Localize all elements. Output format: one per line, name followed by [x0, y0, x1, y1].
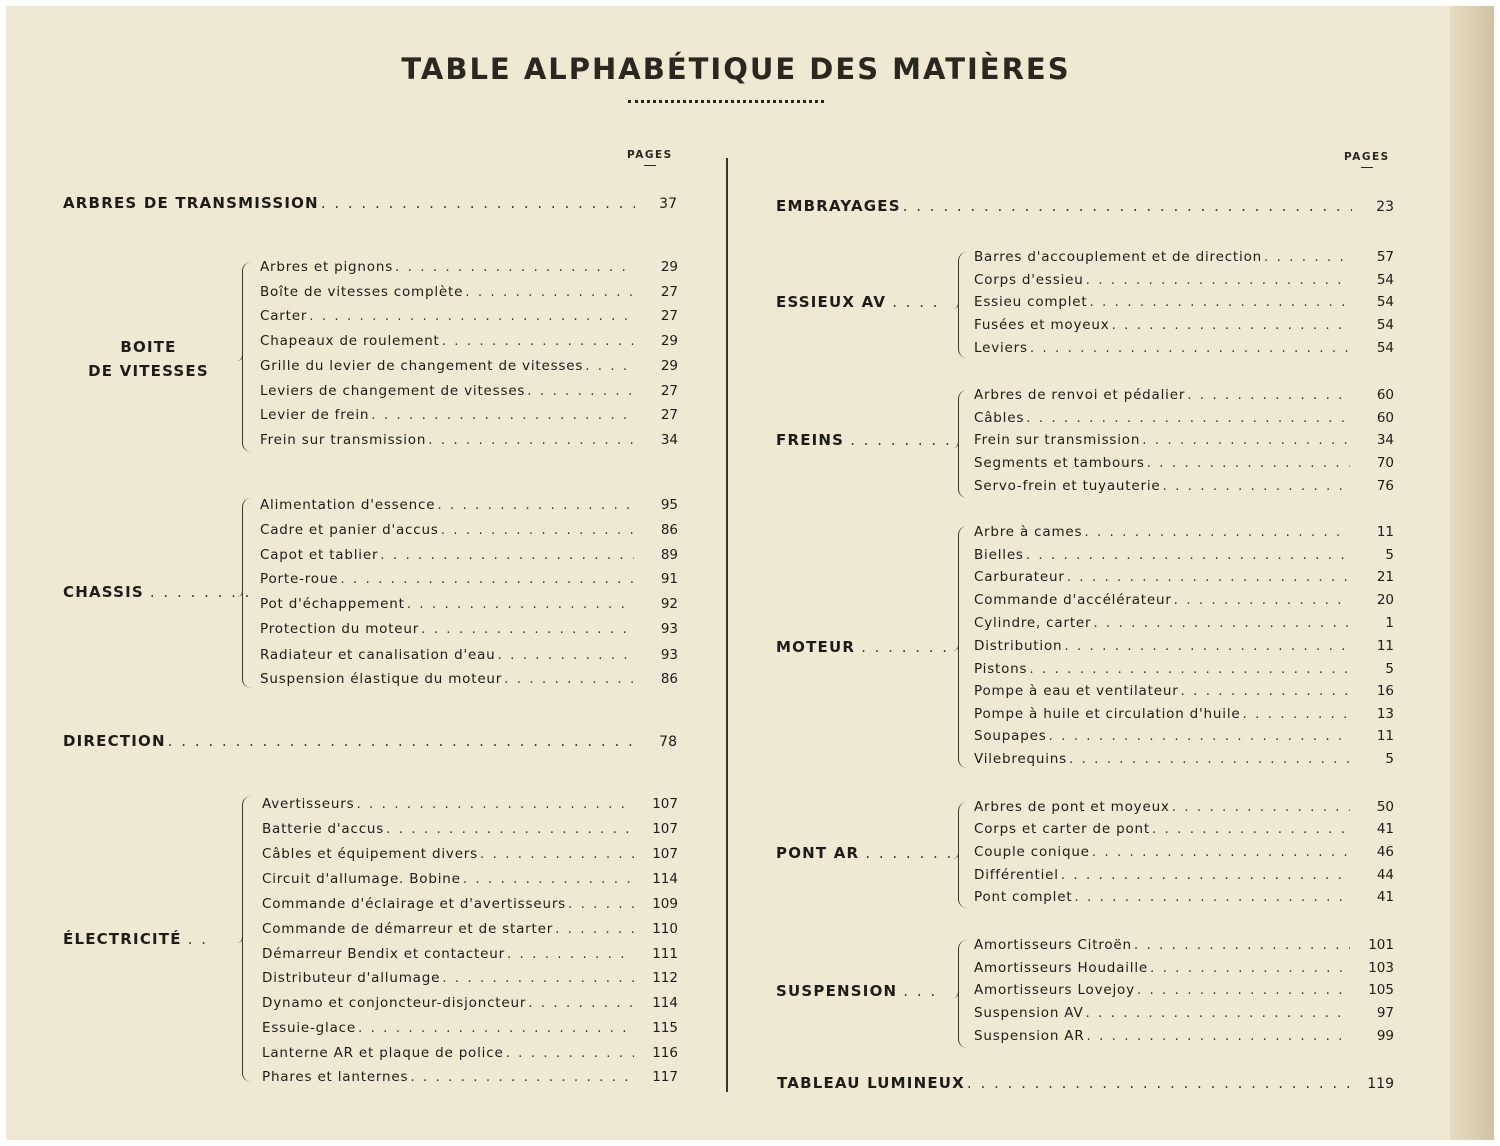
brace-essieux-av	[958, 252, 967, 358]
group-label-line1: BOITE	[120, 338, 177, 356]
subitem-label: Avertisseurs	[262, 796, 355, 812]
leader-dots	[568, 896, 634, 912]
subitem	[974, 387, 1394, 403]
subitem-page: 34	[660, 432, 678, 448]
brace-freins	[958, 390, 967, 498]
subitem-page: 29	[660, 358, 678, 374]
subitem-label: Dynamo et conjoncteur-disjoncteur	[262, 995, 527, 1011]
brace-boite-de-vitesses	[242, 262, 251, 452]
subitem-page: 27	[660, 383, 678, 399]
subitem-page: 27	[660, 407, 678, 423]
entry-page: 23	[1376, 199, 1394, 215]
subitem	[260, 432, 678, 448]
subitem-page: 54	[1376, 294, 1394, 310]
subitem-label: Pot d'échappement	[260, 596, 405, 612]
leader-dots: . . . . . . . .	[850, 431, 952, 449]
subitem	[974, 867, 1394, 883]
subitem	[974, 661, 1394, 677]
subitem-page: 41	[1376, 821, 1394, 837]
subitem-page: 111	[652, 946, 678, 962]
leader-dots	[1150, 960, 1350, 976]
subitem-page: 60	[1376, 410, 1394, 426]
leader-dots	[428, 432, 634, 448]
group-label-text: ÉLECTRICITÉ	[63, 930, 182, 948]
subitem	[974, 569, 1394, 585]
subitem-label: Corps d'essieu	[974, 272, 1084, 288]
group-label-essieux-av	[776, 291, 956, 313]
subitem-page: 41	[1376, 889, 1394, 905]
subitem-page: 70	[1376, 455, 1394, 471]
leader-dots	[498, 647, 634, 663]
subitem-label: Amortisseurs Houdaille	[974, 960, 1149, 976]
subitem-page: 29	[660, 259, 678, 275]
subitem-page: 1	[1385, 615, 1394, 631]
subitem-label: Bielles	[974, 547, 1024, 563]
subitem	[260, 358, 678, 374]
subitem-page: 76	[1376, 478, 1394, 494]
subitem-label: Pistons	[974, 661, 1028, 677]
subitem-label: Segments et tambours	[974, 455, 1145, 471]
entry-label: DIRECTION	[63, 732, 166, 750]
subitem-page: 97	[1376, 1005, 1394, 1021]
leader-dots	[442, 333, 634, 349]
subitem-label: Alimentation d'essence	[260, 497, 436, 513]
subitem-page: 34	[1376, 432, 1394, 448]
subitem-page: 107	[652, 796, 678, 812]
leader-dots	[555, 921, 634, 937]
subitem-label: Couple conique	[974, 844, 1090, 860]
subitem	[974, 340, 1394, 356]
leader-dots	[1026, 410, 1350, 426]
subitem-label: Cylindre, carter	[974, 615, 1092, 631]
leader-dots	[1242, 706, 1350, 722]
leader-dots	[380, 547, 634, 563]
leader-dots: . . .	[903, 982, 938, 1000]
leader-dots	[371, 407, 634, 423]
subitem-label: Câbles	[974, 410, 1025, 426]
subitem-page: 109	[652, 896, 678, 912]
subitem-label: Commande d'accélérateur	[974, 592, 1172, 608]
subitem-page: 93	[660, 647, 678, 663]
leader-dots	[1172, 799, 1350, 815]
subitem	[974, 751, 1394, 767]
subitem	[974, 889, 1394, 905]
entry-page: 78	[659, 734, 677, 750]
subitem	[974, 478, 1394, 494]
subitem-label: Arbres de pont et moyeux	[974, 799, 1170, 815]
leader-dots	[507, 946, 634, 962]
subitem	[974, 706, 1394, 722]
subitem-label: Capot et tablier	[260, 547, 379, 563]
leader-dots: . . . . . . . .	[149, 583, 252, 601]
leader-dots	[1069, 751, 1350, 767]
subitem	[974, 455, 1394, 471]
subitem	[260, 522, 678, 538]
subitem	[260, 596, 678, 612]
subitem-label: Phares et lanternes	[262, 1069, 409, 1085]
subitem	[974, 410, 1394, 426]
page	[6, 6, 1494, 1140]
entry-label: EMBRAYAGES	[776, 197, 901, 215]
leader-dots	[1087, 1028, 1351, 1044]
subitem-page: 115	[652, 1020, 678, 1036]
subitem-page: 44	[1376, 867, 1394, 883]
subitem-label: Pompe à eau et ventilateur	[974, 683, 1179, 699]
subitem-page: 105	[1368, 982, 1394, 998]
leader-dots	[1142, 432, 1350, 448]
subitem-page: 11	[1376, 638, 1394, 654]
brace-pont-ar	[958, 802, 967, 908]
entry-label: TABLEAU LUMINEUX	[777, 1074, 965, 1092]
leader-dots	[1064, 638, 1350, 654]
subitem-page: 93	[660, 621, 678, 637]
subitem-label: Leviers	[974, 340, 1028, 356]
leader-dots	[1030, 340, 1350, 356]
leader-dots	[506, 1045, 634, 1061]
subitem-label: Levier de frein	[260, 407, 370, 423]
subitem-label: Distribution	[974, 638, 1063, 654]
subitem-label: Chapeaux de roulement	[260, 333, 440, 349]
leader-dots	[1152, 821, 1350, 837]
leader-dots	[407, 596, 634, 612]
subitem	[974, 1028, 1394, 1044]
group-label-text: MOTEUR	[776, 638, 856, 656]
subitem-page: 86	[660, 522, 678, 538]
subitem-label: Câbles et équipement divers	[262, 846, 478, 862]
subitem-page: 5	[1385, 751, 1394, 767]
subitem-page: 46	[1376, 844, 1394, 860]
subitem	[262, 970, 678, 986]
subitem	[974, 937, 1394, 953]
leader-dots	[527, 383, 634, 399]
leader-dots	[1147, 455, 1350, 471]
subitem-label: Suspension AV	[974, 1005, 1084, 1021]
subitem	[974, 638, 1394, 654]
subitem-page: 11	[1376, 524, 1394, 540]
subitem	[974, 294, 1394, 310]
entry-direction	[63, 732, 677, 752]
subitem-label: Batterie d'accus	[262, 821, 385, 837]
subitem	[262, 1069, 678, 1085]
leader-dots	[442, 970, 634, 986]
leader-dots	[1084, 524, 1350, 540]
leader-dots	[1137, 982, 1350, 998]
subitem	[974, 960, 1394, 976]
entry-page: 37	[659, 196, 677, 212]
leader-dots	[358, 1020, 634, 1036]
subitem-label: Circuit d'allumage. Bobine	[262, 871, 461, 887]
leader-dots	[1067, 569, 1350, 585]
leader-dots	[1086, 1005, 1351, 1021]
subitem-label: Arbres et pignons	[260, 259, 394, 275]
subitem-page: 60	[1376, 387, 1394, 403]
leader-dots: . . . .	[892, 293, 940, 311]
subitem-page: 29	[660, 333, 678, 349]
subitem-page: 95	[660, 497, 678, 513]
subitem-page: 101	[1368, 937, 1394, 953]
subitem-label: Servo-frein et tuyauterie	[974, 478, 1161, 494]
entry-page: 119	[1367, 1076, 1394, 1092]
subitem	[974, 821, 1394, 837]
leader-dots	[1092, 844, 1350, 860]
leader-dots	[1026, 547, 1350, 563]
subitem-page: 50	[1376, 799, 1394, 815]
subitem-page: 91	[660, 571, 678, 587]
group-label-electricite	[63, 928, 243, 950]
subitem	[974, 524, 1394, 540]
subitem-label: Frein sur transmission	[260, 432, 427, 448]
subitem	[260, 571, 678, 587]
leader-dots	[441, 522, 634, 538]
subitem-page: 86	[660, 671, 678, 687]
subitem-label: Amortisseurs Citroën	[974, 937, 1132, 953]
leader-dots	[340, 571, 634, 587]
subitem	[974, 982, 1394, 998]
leader-dots	[465, 284, 634, 300]
subitem-page: 5	[1385, 661, 1394, 677]
brace-moteur	[958, 526, 967, 768]
leader-dots	[1049, 728, 1350, 744]
leader-dots	[1074, 889, 1350, 905]
leader-dots	[1181, 683, 1350, 699]
subitem-page: 107	[652, 846, 678, 862]
subitem	[974, 249, 1394, 265]
subitem-label: Carter	[260, 308, 308, 324]
group-label-freins	[776, 429, 956, 451]
subitem-label: Fusées et moyeux	[974, 317, 1110, 333]
subitem	[262, 796, 678, 812]
pages-header-left: PAGES	[627, 149, 673, 161]
group-label-text: SUSPENSION	[776, 982, 898, 1000]
subitem	[262, 821, 678, 837]
subitem-label: Commande de démarreur et de starter	[262, 921, 554, 937]
subitem	[260, 333, 678, 349]
subitem-label: Carburateur	[974, 569, 1065, 585]
subitem-label: Amortisseurs Lovejoy	[974, 982, 1135, 998]
leader-dots	[1264, 249, 1350, 265]
subitem-label: Radiateur et canalisation d'eau	[260, 647, 496, 663]
subitem	[260, 497, 678, 513]
subitem-label: Vilebrequins	[974, 751, 1067, 767]
leader-dots	[395, 259, 634, 275]
subitem-label: Cadre et panier d'accus	[260, 522, 439, 538]
subitem-label: Arbres de renvoi et pédalier	[974, 387, 1186, 403]
subitem-label: Lanterne AR et plaque de police	[262, 1045, 504, 1061]
subitem	[262, 921, 678, 937]
subitem-page: 112	[652, 970, 678, 986]
group-label-text: FREINS	[776, 431, 845, 449]
entry-label: ARBRES DE TRANSMISSION	[63, 194, 319, 212]
subitem	[974, 844, 1394, 860]
subitem-label: Différentiel	[974, 867, 1059, 883]
leader-dots: . . . . . . .	[861, 638, 950, 656]
leader-dots	[410, 1069, 634, 1085]
subitem-page: 13	[1376, 706, 1394, 722]
leader-dots	[1187, 387, 1350, 403]
subitem-page: 21	[1376, 569, 1394, 585]
leader-dots	[903, 197, 1352, 215]
subitem	[974, 728, 1394, 744]
subitem-label: Essuie-glace	[262, 1020, 357, 1036]
brace-suspension	[958, 940, 967, 1048]
leader-dots	[528, 995, 634, 1011]
subitem-label: Soupapes	[974, 728, 1047, 744]
leader-dots	[463, 871, 634, 887]
page-title: TABLE ALPHABÉTIQUE DES MATIÈRES	[401, 52, 1071, 86]
leader-dots	[1162, 478, 1350, 494]
subitem	[974, 592, 1394, 608]
subitem-label: Grille du levier de changement de vitesses	[260, 358, 584, 374]
leader-dots	[356, 796, 634, 812]
group-label-chassis	[63, 581, 252, 603]
subitem-page: 54	[1376, 340, 1394, 356]
group-label-line2: DE VITESSES	[88, 362, 209, 380]
leader-dots	[386, 821, 634, 837]
subitem	[974, 317, 1394, 333]
subitem-page: 110	[652, 921, 678, 937]
subitem	[262, 946, 678, 962]
leader-dots	[1134, 937, 1350, 953]
group-label-pont-ar	[776, 842, 956, 864]
subitem-page: 107	[652, 821, 678, 837]
subitem-label: Pont complet	[974, 889, 1073, 905]
subitem-page: 57	[1376, 249, 1394, 265]
subitem-label: Commande d'éclairage et d'avertisseurs	[262, 896, 566, 912]
leader-dots	[168, 732, 635, 750]
subitem-page: 114	[652, 871, 678, 887]
subitem	[260, 621, 678, 637]
subitem-label: Suspension élastique du moteur	[260, 671, 503, 687]
group-label-boite-de-vitesses	[76, 334, 221, 384]
subitem-label: Frein sur transmission	[974, 432, 1141, 448]
leader-dots	[321, 194, 635, 212]
leader-dots	[1029, 661, 1350, 677]
subitem-label: Suspension AR	[974, 1028, 1085, 1044]
group-label-text: CHASSIS	[63, 583, 144, 601]
column-divider	[726, 158, 728, 1092]
subitem	[974, 272, 1394, 288]
subitem-label: Leviers de changement de vitesses	[260, 383, 526, 399]
group-label-text: ESSIEUX AV	[776, 293, 887, 311]
subitem	[260, 259, 678, 275]
subitem-page: 54	[1376, 317, 1394, 333]
subitem-label: Essieu complet	[974, 294, 1088, 310]
brace-electricite	[242, 796, 251, 1082]
title-dotted-rule	[628, 100, 824, 103]
subitem	[260, 647, 678, 663]
subitem	[974, 1005, 1394, 1021]
subitem	[260, 547, 678, 563]
leader-dots	[1086, 272, 1350, 288]
subitem-label: Boîte de vitesses complète	[260, 284, 464, 300]
leader-dots	[504, 671, 634, 687]
subitem	[974, 615, 1394, 631]
subitem	[262, 995, 678, 1011]
subitem	[262, 1020, 678, 1036]
subitem-label: Démarreur Bendix et contacteur	[262, 946, 505, 962]
leader-dots	[585, 358, 634, 374]
leader-dots	[967, 1074, 1352, 1092]
group-label-moteur	[776, 636, 956, 658]
subitem-page: 27	[660, 284, 678, 300]
subitem	[262, 871, 678, 887]
subitem-page: 99	[1376, 1028, 1394, 1044]
group-label-text: PONT AR	[776, 844, 860, 862]
subitem-label: Porte-roue	[260, 571, 339, 587]
subitem-label: Arbre à cames	[974, 524, 1083, 540]
subitem	[974, 432, 1394, 448]
subitem-label: Barres d'accouplement et de direction	[974, 249, 1262, 265]
leader-dots	[1093, 615, 1350, 631]
leader-dots	[1089, 294, 1350, 310]
leader-dots: . . . . . . .	[865, 844, 954, 862]
subitem	[974, 799, 1394, 815]
subitem-page: 16	[1376, 683, 1394, 699]
subitem-page: 27	[660, 308, 678, 324]
subitem-page: 116	[652, 1045, 678, 1061]
subitem	[260, 671, 678, 687]
leader-dots	[1061, 867, 1350, 883]
leader-dots	[480, 846, 634, 862]
subitem	[974, 683, 1394, 699]
subitem-page: 103	[1368, 960, 1394, 976]
brace-chassis	[242, 498, 251, 688]
subitem-page: 89	[660, 547, 678, 563]
subitem-page: 11	[1376, 728, 1394, 744]
subitem-label: Pompe à huile et circulation d'huile	[974, 706, 1241, 722]
subitem-label: Protection du moteur	[260, 621, 420, 637]
leader-dots	[421, 621, 634, 637]
entry-embrayages	[776, 197, 1394, 217]
leader-dots	[1112, 317, 1351, 333]
entry-tableau-lumineux	[777, 1074, 1394, 1094]
subitem-label: Corps et carter de pont	[974, 821, 1150, 837]
subitem	[974, 547, 1394, 563]
subitem	[260, 284, 678, 300]
subitem-page: 92	[660, 596, 678, 612]
subitem	[262, 1045, 678, 1061]
subitem-page: 20	[1376, 592, 1394, 608]
subitem-page: 117	[652, 1069, 678, 1085]
subitem	[262, 896, 678, 912]
group-label-suspension	[776, 980, 956, 1002]
subitem	[260, 308, 678, 324]
subitem-page: 54	[1376, 272, 1394, 288]
subitem	[262, 846, 678, 862]
entry-arbres-de-transmission	[63, 194, 677, 214]
subitem-label: Distributeur d'allumage	[262, 970, 441, 986]
subitem-page: 114	[652, 995, 678, 1011]
subitem	[260, 407, 678, 423]
pages-header-right: PAGES	[1344, 151, 1390, 163]
leader-dots	[437, 497, 634, 513]
page-edge	[1450, 6, 1494, 1140]
subitem-page: 5	[1385, 547, 1394, 563]
leader-dots	[309, 308, 634, 324]
leader-dots: . .	[187, 930, 209, 948]
subitem	[260, 383, 678, 399]
leader-dots	[1174, 592, 1350, 608]
